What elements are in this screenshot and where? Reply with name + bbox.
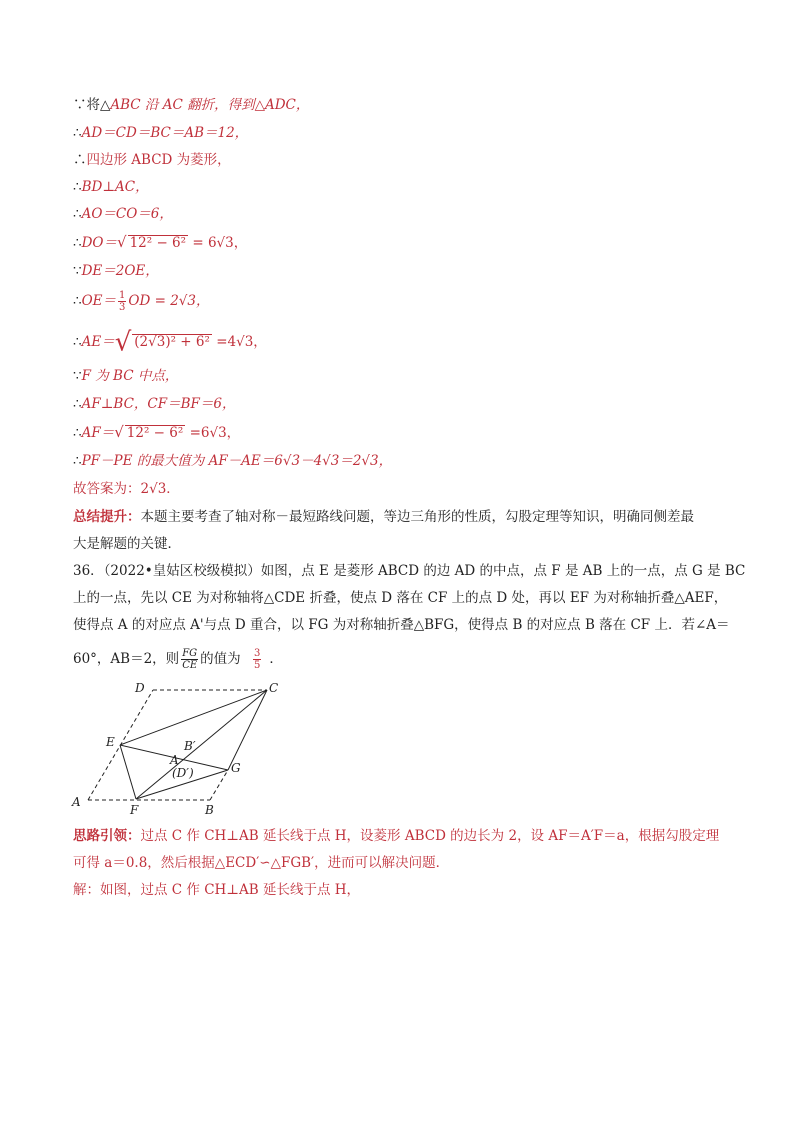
label-C: C	[269, 681, 279, 695]
fraction-numerator: 1	[119, 290, 126, 301]
line-body: DE＝2OE，	[81, 263, 159, 279]
problem-line-4	[73, 648, 283, 671]
solution-line-6	[73, 232, 247, 253]
problem-text: 的值为	[200, 651, 241, 667]
solution-line-4	[73, 177, 149, 197]
solution-line-1	[73, 95, 309, 115]
summary-label: 总结提升：	[73, 509, 141, 525]
hint-line-1	[73, 826, 719, 846]
problem-text: 上的一点，先以 CE 为对称轴将△CDE 折叠，使点 D 落在 CF 上的点 D 处，再以 EF 为对称轴折叠△AEF，	[73, 590, 728, 606]
label-D-prime: (D′)	[172, 766, 194, 780]
answer-blank	[245, 648, 269, 671]
line-prefix: ∴	[73, 206, 82, 222]
line-prefix: ∴	[73, 179, 82, 195]
label-B: B	[205, 803, 214, 817]
problem-source: （2022•皇姑区校级模拟）	[103, 563, 261, 579]
label-A: A	[72, 795, 81, 809]
problem-line-2	[73, 588, 727, 608]
problem-text: 使得点 A 的对应点 A'与点 D 重合，以 FG 为对称轴折叠△BFG，使得点 B 的对应点 B 落在 CF 上．若∠A＝	[73, 617, 730, 633]
radical-sign: √	[114, 423, 124, 441]
line-prefix: ∴	[73, 453, 82, 469]
summary-line-2	[73, 534, 181, 554]
summary-text: 本题主要考查了轴对称－最短路线问题，等边三角形的性质，勾股定理等知识，明确同侧差最	[140, 509, 694, 525]
line-body: AO＝CO＝6，	[81, 206, 173, 222]
line-prefix: ∴	[73, 396, 82, 412]
segment-EC	[120, 690, 267, 745]
problem-text: ．	[269, 651, 283, 667]
fraction-fg-over-ce	[181, 648, 198, 671]
line-body: OE＝	[81, 293, 117, 309]
label-A-prime: A	[170, 753, 179, 767]
line-body: AD＝CD＝BC＝AB＝12，	[81, 125, 249, 141]
solution-line-7	[73, 261, 159, 281]
segment-FC	[136, 690, 267, 799]
line-prefix: ∵	[73, 263, 82, 279]
label-G: G	[231, 761, 241, 775]
hint-text: 过点 C 作 CH⊥AB 延长线于点 H，设菱形 ABCD 的边长为 2，设 AF＝A′F＝a，根据勾股定理	[140, 828, 720, 844]
line-body: ABC 沿 AC 翻折，得到△ADC，	[110, 97, 310, 113]
problem-number: 36．	[73, 563, 104, 579]
solution-start-line	[73, 880, 360, 900]
solution-line-3	[73, 150, 231, 170]
solution-line-8	[73, 290, 209, 313]
line-body: AF⊥BC，CF＝BF＝6，	[81, 396, 236, 412]
hint-line-2	[73, 853, 449, 873]
line-body: PF－PE 的最大值为 AF－AE＝6√3－4√3＝2√3，	[81, 453, 393, 469]
line-prefix: ∵	[73, 368, 82, 384]
radicand: 12² − 6²	[126, 425, 184, 441]
fraction-one-third	[118, 290, 126, 313]
line-body: AE＝	[81, 334, 115, 350]
line-prefix: ∴	[73, 152, 87, 168]
summary-text-cont: 大是解题的关键．	[73, 536, 181, 552]
expr-result: =4√3，	[216, 334, 267, 350]
solution-line-2	[73, 123, 248, 143]
line-body: 四边形 ABCD 为菱形，	[86, 152, 231, 168]
fraction-denominator: CE	[182, 660, 198, 671]
line-prefix: ∴	[73, 235, 82, 251]
label-F: F	[130, 803, 139, 817]
expr-result: =6√3，	[189, 425, 241, 441]
line-body: F 为 BC 中点，	[81, 368, 179, 384]
solution-line-10	[73, 366, 178, 386]
fraction-denominator: 3	[119, 302, 126, 313]
problem-text: 60°，AB＝2，则	[73, 651, 180, 667]
solution-line-5	[73, 204, 173, 224]
label-B-prime: B′	[184, 739, 196, 753]
answer-fraction	[253, 648, 261, 671]
radicand: 12² − 6²	[129, 235, 187, 251]
expr-rest: OD = 2√3，	[128, 293, 210, 309]
solution-line-11	[73, 394, 235, 414]
line-prefix: ∴	[73, 425, 82, 441]
hint-label: 思路引领：	[73, 828, 141, 844]
solution-line-12	[73, 422, 240, 443]
label-E: E	[106, 735, 115, 749]
radical-sign: √	[114, 327, 132, 358]
line-prefix: ∴	[73, 125, 82, 141]
problem-text: 如图，点 E 是菱形 ABCD 的边 AD 的中点，点 F 是 AB 上的一点，点 G 是 BC	[260, 563, 746, 579]
solution-label: 解：	[73, 882, 100, 898]
fraction-numerator: 3	[253, 648, 261, 659]
summary-line-1	[73, 507, 694, 527]
expr-result: = 6√3，	[192, 235, 248, 251]
fraction-denominator: 5	[253, 660, 261, 671]
radical-sign: √	[117, 233, 127, 251]
line-body: AF＝	[81, 425, 115, 441]
solution-line-9	[73, 327, 267, 358]
line-prefix: ∵将△	[73, 97, 111, 113]
line-body: BD⊥AC，	[81, 179, 149, 195]
hint-text-cont: 可得 a＝0.8，然后根据△ECD′∽△FGB′，进而可以解决问题．	[73, 855, 450, 871]
solution-text: 如图，过点 C 作 CH⊥AB 延长线于点 H，	[100, 882, 361, 898]
label-D: D	[135, 681, 145, 695]
line-prefix: ∴	[73, 334, 82, 350]
line-body: DO＝	[81, 235, 117, 251]
solution-line-13	[73, 451, 392, 471]
problem-line-3	[73, 615, 730, 635]
answer-line	[73, 479, 180, 499]
radicand: (2√3)² + 6²	[134, 334, 210, 350]
segment-EF	[120, 745, 136, 799]
line-prefix: ∴	[73, 293, 82, 309]
problem-line-1	[73, 561, 745, 581]
fraction-numerator: FG	[182, 648, 198, 659]
answer-text: 故答案为：2√3．	[73, 481, 180, 497]
rhombus-figure	[60, 678, 300, 820]
